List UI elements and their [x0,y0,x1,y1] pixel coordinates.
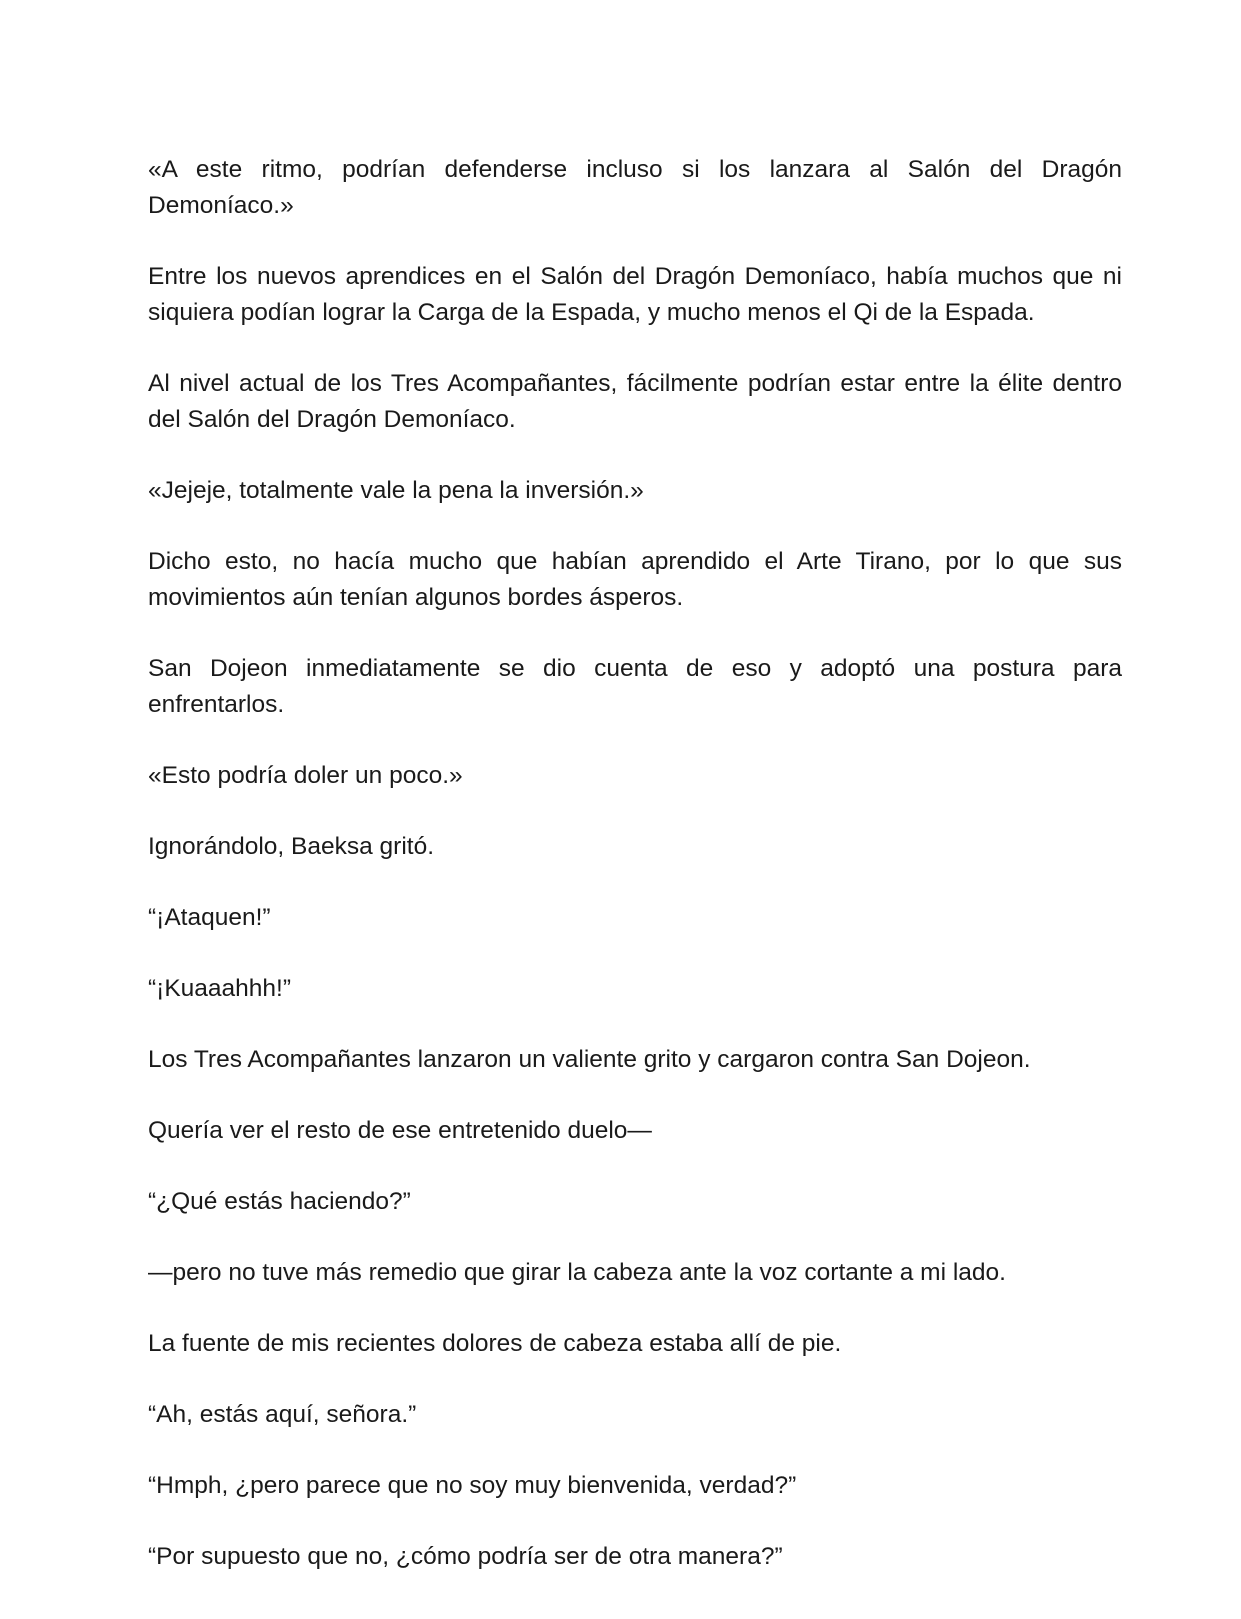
paragraph: Entre los nuevos aprendices en el Salón del Dragón Demoníaco, había muchos que ni siquiera podían lograr la Carga de la Espada, y mucho menos el Qi de la Espada. [148,263,1122,326]
paragraph: “Por supuesto que no, ¿cómo podría ser de otra manera?” [148,1543,783,1570]
paragraph: —pero no tuve más remedio que girar la cabeza ante la voz cortante a mi lado. [148,1259,1006,1286]
paragraph: “Hmph, ¿pero parece que no soy muy bienvenida, verdad?” [148,1472,797,1499]
paragraph: «Jejeje, totalmente vale la pena la inversión.» [148,477,644,504]
paragraph: “¡Kuaaahhh!” [148,975,292,1002]
paragraph: Quería ver el resto de ese entretenido duelo— [148,1117,652,1144]
paragraph: “¡Ataquen!” [148,904,271,931]
paragraph: “Ah, estás aquí, señora.” [148,1401,417,1428]
paragraph: Al nivel actual de los Tres Acompañantes, fácilmente podrían estar entre la élite dentro del Salón del Dragón Demoníaco. [148,370,1122,433]
paragraph: Ignorándolo, Baeksa gritó. [148,833,435,860]
body-text [148,152,1122,1610]
paragraph: “¿Qué estás haciendo?” [148,1188,411,1215]
paragraph: Dicho esto, no hacía mucho que habían aprendido el Arte Tirano, por lo que sus movimientos aún tenían algunos bordes ásperos. [148,548,1122,611]
paragraph: Los Tres Acompañantes lanzaron un valiente grito y cargaron contra San Dojeon. [148,1046,1031,1073]
paragraph: La fuente de mis recientes dolores de cabeza estaba allí de pie. [148,1330,842,1357]
paragraph: «A este ritmo, podrían defenderse incluso si los lanzara al Salón del Dragón Demoníaco.» [148,156,1122,219]
paragraph: «Esto podría doler un poco.» [148,762,463,789]
paragraph: San Dojeon inmediatamente se dio cuenta de eso y adoptó una postura para enfrentarlos. [148,655,1122,718]
